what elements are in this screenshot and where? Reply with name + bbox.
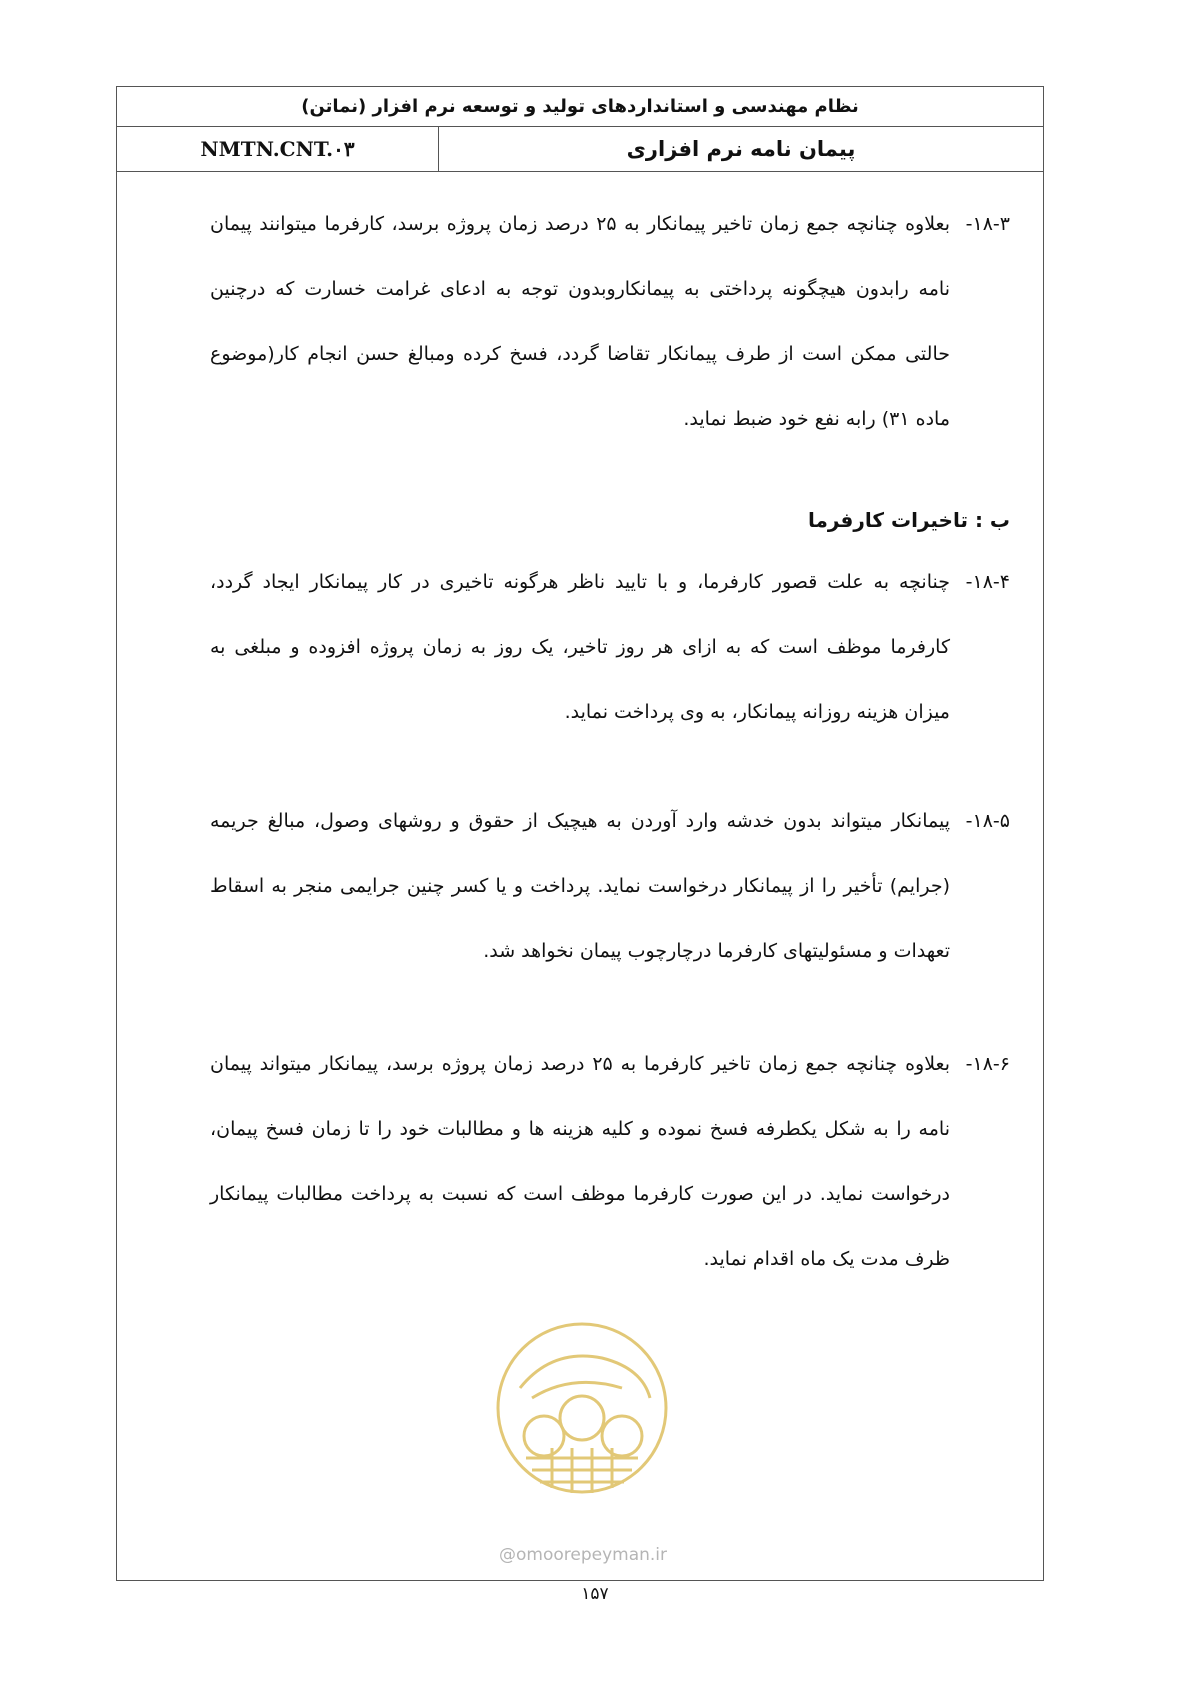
document-body bbox=[210, 192, 1010, 1292]
spacer bbox=[210, 745, 1010, 789]
clause-number: ۱۸-۵- bbox=[965, 810, 1010, 832]
watermark-site: @omoorepeyman.ir bbox=[498, 1545, 668, 1565]
watermark-seal-icon bbox=[492, 1318, 672, 1498]
page-number: ۱۵۷ bbox=[581, 1584, 609, 1604]
section-heading: ب : تاخیرات کارفرما bbox=[807, 508, 1010, 532]
spacer bbox=[210, 984, 1010, 1032]
clause-number: ۱۸-۴- bbox=[965, 571, 1010, 593]
clause-18-4 bbox=[210, 550, 1010, 745]
document-header bbox=[116, 86, 1044, 172]
clause-text: بعلاوه چنانچه جمع زمان تاخیر کارفرما به ۲۵ درصد زمان پروژه برسد، پیمانکار میتواند پیمان نامه را به شکل یکطرفه فسخ نموده و کلیه هزینه ها و مطالبات خود را تا زمان فسخ پیمان، درخواست نماید. در این صورت کارفرما موظف است که نسبت به پرداخت مطالبات پیمانکار ظرف مدت یک ماه اقدام نماید. bbox=[210, 1053, 950, 1270]
doc-title: پیمان نامه نرم افزاری bbox=[626, 137, 856, 161]
clause-text: بعلاوه چنانچه جمع زمان تاخیر پیمانکار به ۲۵ درصد زمان پروژه برسد، کارفرما میتوانند پیمان نامه رابدون هیچگونه پرداختی به پیمانکاروبدون توجه به ادعای غرامت خسارت که درچنین حالتی ممکن است از طرف پیمانکار تقاضا گردد، فسخ کرده ومبالغ حسن انجام کار(موضوع ماده ۳۱) رابه نفع خود ضبط نماید. bbox=[210, 213, 950, 430]
header-row bbox=[117, 127, 1043, 171]
system-title: نظام مهندسی و استانداردهای تولید و توسعه نرم افزار (نماتن) bbox=[117, 87, 1043, 127]
doc-code: NMTN.CNT.۰۳ bbox=[117, 127, 439, 171]
clause-18-5 bbox=[210, 789, 1010, 984]
clause-number: ۱۸-۳- bbox=[965, 213, 1010, 235]
clause-text: پیمانکار میتواند بدون خدشه وارد آوردن به هیچیک از حقوق و روشهای وصول، مبالغ جریمه (جرایم) تأخیر را از پیمانکار درخواست نماید. پرداخت و یا کسر چنین جرایمی منجر به اسقاط تعهدات و مسئولیتهای کارفرما درچارچوب پیمان نخواهد شد. bbox=[210, 810, 950, 962]
clause-number: ۱۸-۶- bbox=[965, 1053, 1010, 1075]
clause-18-6 bbox=[210, 1032, 1010, 1292]
clause-text: چنانچه به علت قصور کارفرما، و با تایید ناظر هرگونه تاخیری در کار پیمانکار ایجاد گردد، کارفرما موظف است که به ازای هر روز تاخیر، یک روز به زمان پروژه افزوده و مبلغی به میزان هزینه روزانه پیمانکار، به وی پرداخت نماید. bbox=[210, 571, 950, 723]
clause-18-3 bbox=[210, 192, 1010, 452]
